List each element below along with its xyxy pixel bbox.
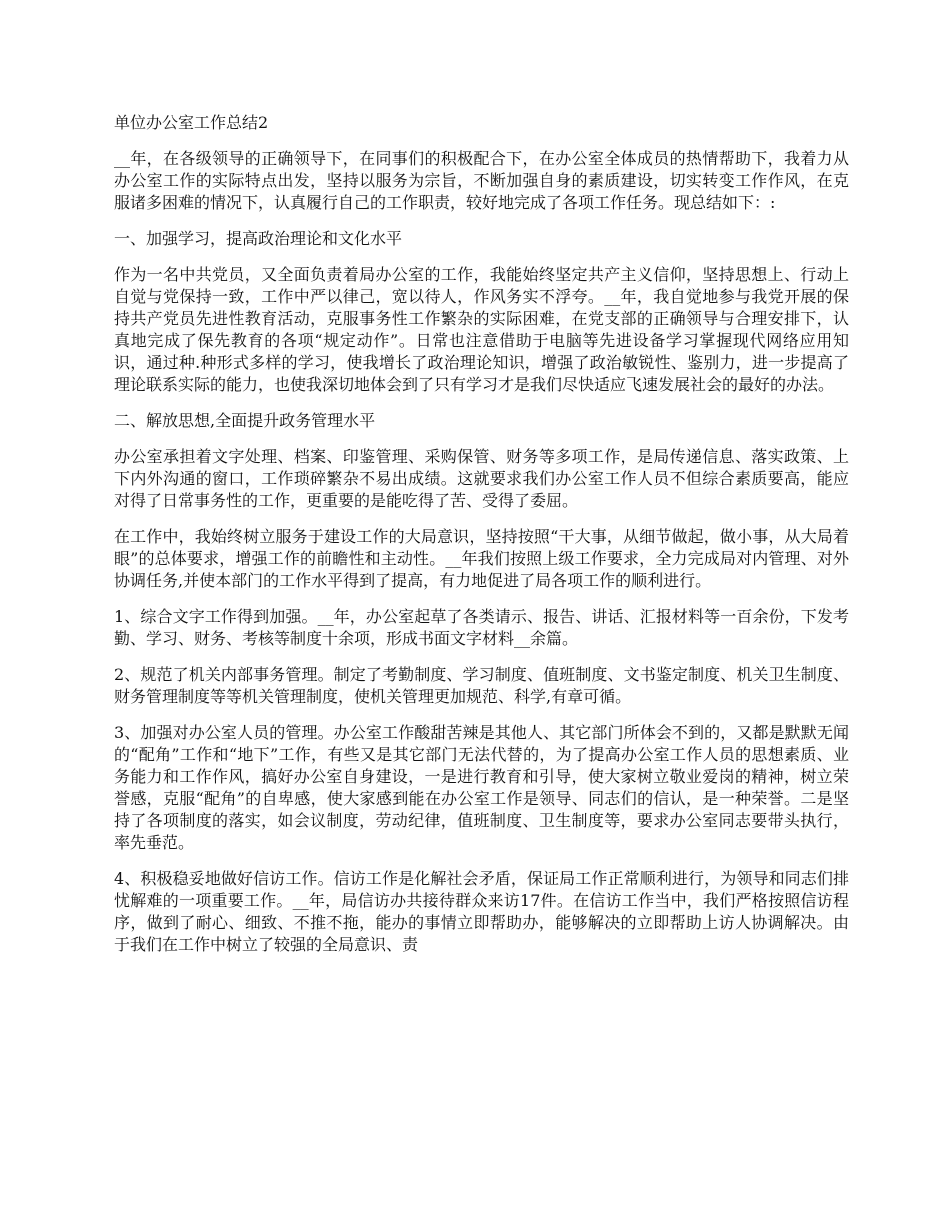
list-item-1: 1、综合文字工作得到加强。__年，办公室起草了各类请示、报告、讲话、汇报材料等一百余份，下发考勤、学习、财务、考核等制度十余项，形成书面文字材料__余篇。 — [114, 607, 849, 648]
section-1-paragraph: 作为一名中共党员，又全面负责着局办公室的工作，我能始终坚定共产主义信仰，坚持思想上、行动上自觉与党保持一致，工作中严以律己，宽以待人，作风务实不浮夸。__年，我自觉地参与我党开展的保持共产党员先进性教育活动，克服事务性工作繁杂的实际困难，在党支部的正确领导与合理安排下，认真地完成了保先教育的各项“规定动作”。日常也注意借助于电脑等先进设备学习掌握现代网络应用知识，通过种.种形式多样的学习，使我增长了政治理论知识，增强了政治敏锐性、鉴别力，进一步提高了理论联系实际的能力，也使我深切地体会到了只有学习才是我们尽快适应飞速发展社会的最好的办法。 — [114, 265, 849, 394]
section-2-paragraph-2: 在工作中，我始终树立服务于建设工作的大局意识，坚持按照“干大事，从细节做起，做小事，从大局着眼”的总体要求，增强工作的前瞻性和主动性。__年我们按照上级工作要求，全力完成局对内管理、对外协调任务,并使本部门的工作水平得到了提高，有力地促进了局各项工作的顺利进行。 — [114, 527, 849, 590]
section-heading-2: 二、解放思想,全面提升政务管理水平 — [114, 411, 376, 430]
section-heading-1: 一、加强学习，提高政治理论和文化水平 — [114, 229, 403, 248]
section-2-paragraph-1: 办公室承担着文字处理、档案、印鉴管理、采购保管、财务等多项工作，是局传递信息、落实政策、上下内外沟通的窗口，工作琐碎繁杂不易出成绩。这就要求我们办公室工作人员不但综合素质要高，能应对得了日常事务性的工作，更重要的是能吃得了苦、受得了委屈。 — [114, 447, 849, 510]
document-title: 单位办公室工作总结2 — [114, 113, 269, 132]
list-item-4: 4、积极稳妥地做好信访工作。信访工作是化解社会矛盾，保证局工作正常顺利进行，为领导和同志们排忧解难的一项重要工作。__年，局信访办共接待群众来访17件。在信访工作当中，我们严格按照信访程序，做到了耐心、细致、不推不拖，能办的事情立即帮助办，能够解决的立即帮助上访人协调解决。由于我们在工作中树立了较强的全局意识、责 — [114, 869, 849, 954]
document-page — [114, 112, 849, 970]
intro-paragraph: __年，在各级领导的正确领导下，在同事们的积极配合下，在办公室全体成员的热情帮助下，我着力从办公室工作的实际特点出发，坚持以服务为宗旨，不断加强自身的素质建设，切实转变工作作风，在克服诸多困难的情况下，认真履行自己的工作职责，较好地完成了各项工作任务。现总结如下：: — [114, 149, 849, 212]
list-item-2: 2、规范了机关内部事务管理。制定了考勤制度、学习制度、值班制度、文书鉴定制度、机关卫生制度、财务管理制度等等机关管理制度，使机关管理更加规范、科学,有章可循。 — [114, 665, 849, 706]
list-item-3: 3、加强对办公室人员的管理。办公室工作酸甜苦辣是其他人、其它部门所体会不到的，又都是默默无闻的“配角”工作和“地下”工作，有些又是其它部门无法代替的，为了提高办公室工作人员的思想素质、业务能力和工作作风，搞好办公室自身建设，一是进行教育和引导，使大家树立敬业爱岗的精神，树立荣誉感，克服“配角”的自卑感，使大家感到能在办公室工作是领导、同志们的信认，是一种荣誉。二是坚持了各项制度的落实，如会议制度，劳动纪律，值班制度、卫生制度等，要求办公室同志要带头执行，率先垂范。 — [114, 723, 849, 852]
